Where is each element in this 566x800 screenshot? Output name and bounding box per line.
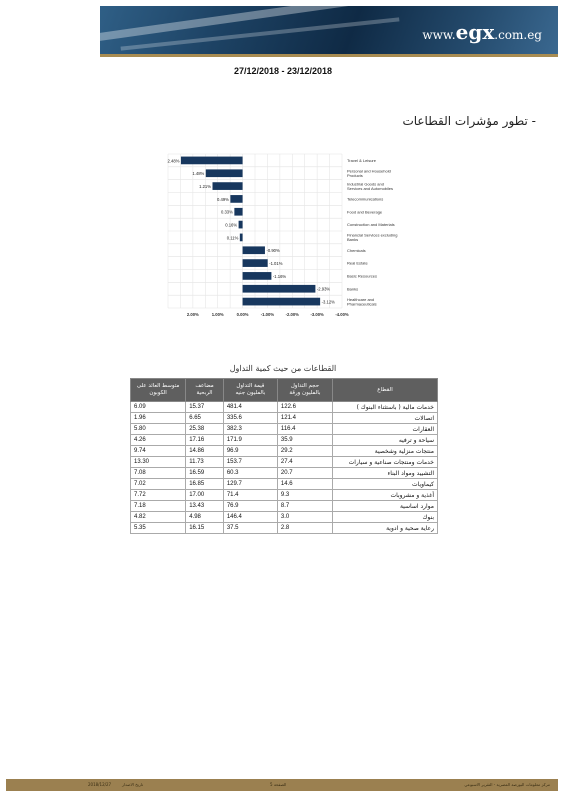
value-cell: 481.4	[223, 402, 277, 413]
category-label: Chemicals	[347, 247, 366, 253]
value-cell: 7.18	[131, 501, 186, 512]
table-row	[131, 468, 438, 479]
bar-data-label: 0.33%	[220, 209, 233, 215]
bar-data-label: 1.21%	[199, 184, 211, 190]
x-tick-label: -1.00%	[260, 312, 275, 317]
bar-data-label: -1.16%	[272, 273, 287, 279]
value-cell: 27.4	[277, 457, 332, 468]
table-row	[131, 402, 438, 413]
sector-performance-chart	[150, 150, 440, 325]
value-cell: 17.16	[186, 435, 224, 446]
sector-name-cell: منتجات منزلية وشخصية	[333, 446, 438, 457]
column-header: قيمة التداول بالمليون جنيه	[223, 379, 277, 402]
value-cell: 146.4	[223, 512, 277, 523]
value-cell: 4.98	[186, 512, 224, 523]
bar-data-label: 2.48%	[167, 158, 180, 164]
sector-name-cell: أغذية و مشروبات	[333, 490, 438, 501]
chart-bar	[230, 195, 242, 203]
footer-page-number: الصفحة 5	[270, 782, 287, 787]
value-cell: 1.96	[131, 413, 186, 424]
value-cell: 29.2	[277, 446, 332, 457]
table-row	[131, 501, 438, 512]
chart-bar	[181, 157, 243, 165]
x-tick-label: -4.00%	[335, 312, 349, 317]
category-label: Banks	[347, 237, 359, 243]
table-title: القطاعات من حيث كمية التداول	[229, 364, 337, 373]
value-cell: 7.02	[131, 479, 186, 490]
x-tick-label: 2.00%	[186, 312, 199, 317]
chart-bar	[243, 298, 321, 306]
category-label: Personal and Household	[347, 168, 391, 174]
table-row	[131, 523, 438, 534]
bar-data-label: 0.49%	[217, 196, 229, 202]
report-date-range: 27/12/2018 - 23/12/2018	[233, 66, 333, 76]
value-cell: 15.37	[186, 402, 224, 413]
value-cell: 7.08	[131, 468, 186, 479]
column-header: حجم التداول بالمليون ورقة	[277, 379, 332, 402]
value-cell: 14.86	[186, 446, 224, 457]
value-cell: 71.4	[223, 490, 277, 501]
bar-data-label: -2.93%	[316, 286, 331, 292]
table-row	[131, 479, 438, 490]
x-tick-label: 0.00%	[236, 312, 249, 317]
bar-data-label: -3.12%	[321, 299, 335, 305]
value-cell: 4.26	[131, 435, 186, 446]
category-label: Banks	[347, 286, 359, 292]
value-cell: 7.72	[131, 490, 186, 501]
chart-bar	[240, 234, 243, 242]
value-cell: 5.35	[131, 523, 186, 534]
bar-data-label: -1.01%	[269, 261, 283, 267]
value-cell: 16.15	[186, 523, 224, 534]
value-cell: 6.65	[186, 413, 224, 424]
banner-light-streak	[121, 17, 400, 50]
footer-issue-label: تاريخ الاصدار	[122, 782, 144, 787]
header-banner	[100, 6, 558, 54]
page-footer	[6, 779, 558, 791]
table-row	[131, 413, 438, 424]
sector-volume-table	[130, 378, 438, 534]
value-cell: 11.73	[186, 457, 224, 468]
sector-name-cell: العقارات	[333, 424, 438, 435]
value-cell: 17.00	[186, 490, 224, 501]
value-cell: 13.43	[186, 501, 224, 512]
value-cell: 129.7	[223, 479, 277, 490]
x-tick-label: -2.00%	[285, 312, 299, 317]
category-label: Products	[347, 172, 363, 178]
category-label: Services and Automobiles	[347, 185, 394, 191]
category-label: Telecommunications	[347, 196, 384, 202]
table-row	[131, 457, 438, 468]
value-cell: 20.7	[277, 468, 332, 479]
table-row	[131, 446, 438, 457]
category-label: Basic Resources	[347, 273, 378, 279]
chart-canvas	[150, 150, 440, 325]
value-cell: 2.8	[277, 523, 332, 534]
value-cell: 14.6	[277, 479, 332, 490]
value-cell: 171.9	[223, 435, 277, 446]
value-cell: 116.4	[277, 424, 332, 435]
category-label: Food and Beverage	[347, 209, 383, 215]
category-label: Healthcare and	[347, 296, 375, 302]
value-cell: 76.9	[223, 501, 277, 512]
category-label: Construction and Materials	[347, 222, 395, 228]
x-tick-label: -3.00%	[310, 312, 324, 317]
chart-bar	[212, 182, 242, 190]
value-cell: 9.3	[277, 490, 332, 501]
value-cell: 382.3	[223, 424, 277, 435]
footer-issue-date: 2018/12/27	[88, 782, 112, 787]
category-label: Industrial Goods and	[347, 181, 384, 187]
value-cell: 121.4	[277, 413, 332, 424]
value-cell: 122.6	[277, 402, 332, 413]
value-cell: 6.09	[131, 402, 186, 413]
sector-name-cell: سياحة و ترفيه	[333, 435, 438, 446]
category-label: Pharmaceuticals	[347, 301, 377, 307]
header-gold-rule	[100, 54, 558, 57]
category-label: Travel & Leisure	[347, 157, 376, 163]
value-cell: 13.30	[131, 457, 186, 468]
column-header: القطاع	[333, 379, 438, 402]
bar-data-label: 1.48%	[192, 171, 205, 177]
x-tick-label: 1.00%	[211, 312, 224, 317]
bar-data-label: 0.16%	[225, 222, 238, 228]
value-cell: 335.6	[223, 413, 277, 424]
value-cell: 16.85	[186, 479, 224, 490]
chart-bar	[239, 221, 243, 229]
bar-data-label: 0.11%	[226, 235, 239, 241]
table-row	[131, 512, 438, 523]
bar-data-label: -0.90%	[266, 248, 280, 254]
value-cell: 16.59	[186, 468, 224, 479]
sector-name-cell: التشييد ومواد البناء	[333, 468, 438, 479]
value-cell: 153.7	[223, 457, 277, 468]
sector-name-cell: خدمات مالية ( باستثناء البنوك )	[333, 402, 438, 413]
value-cell: 8.7	[277, 501, 332, 512]
table-row	[131, 490, 438, 501]
table-row	[131, 435, 438, 446]
sector-name-cell: اتصالات	[333, 413, 438, 424]
category-label: Financial Services excluding	[347, 232, 398, 238]
column-header: متوسط العائد على الكوبون	[131, 379, 186, 402]
chart-bar	[243, 272, 272, 280]
sector-name-cell: كيماويات	[333, 479, 438, 490]
chart-bar	[243, 259, 268, 267]
value-cell: 60.3	[223, 468, 277, 479]
value-cell: 35.9	[277, 435, 332, 446]
egx-logo[interactable]: www.egx.com.eg	[422, 20, 542, 44]
table-body	[131, 402, 438, 534]
sector-name-cell: موارد اساسية	[333, 501, 438, 512]
section-heading: - تطور مؤشرات القطاعات	[402, 114, 536, 128]
value-cell: 96.9	[223, 446, 277, 457]
chart-bar	[206, 169, 243, 177]
value-cell: 3.0	[277, 512, 332, 523]
value-cell: 37.5	[223, 523, 277, 534]
sector-name-cell: بنوك	[333, 512, 438, 523]
chart-bar	[243, 246, 265, 254]
chart-bar	[243, 285, 316, 293]
footer-source: مركز معلومات البورصة المصرية - التقرير الاسبوعي	[464, 782, 550, 787]
category-label: Real Estate	[347, 260, 368, 266]
value-cell: 4.82	[131, 512, 186, 523]
table-row	[131, 424, 438, 435]
value-cell: 5.80	[131, 424, 186, 435]
sector-name-cell: رعاية صحية و ادوية	[333, 523, 438, 534]
chart-bar	[234, 208, 242, 216]
table-header-row	[131, 379, 438, 402]
value-cell: 9.74	[131, 446, 186, 457]
value-cell: 25.38	[186, 424, 224, 435]
sector-name-cell: خدمات ومنتجات صناعية و سيارات	[333, 457, 438, 468]
column-header: مضاعف الربحية	[186, 379, 224, 402]
